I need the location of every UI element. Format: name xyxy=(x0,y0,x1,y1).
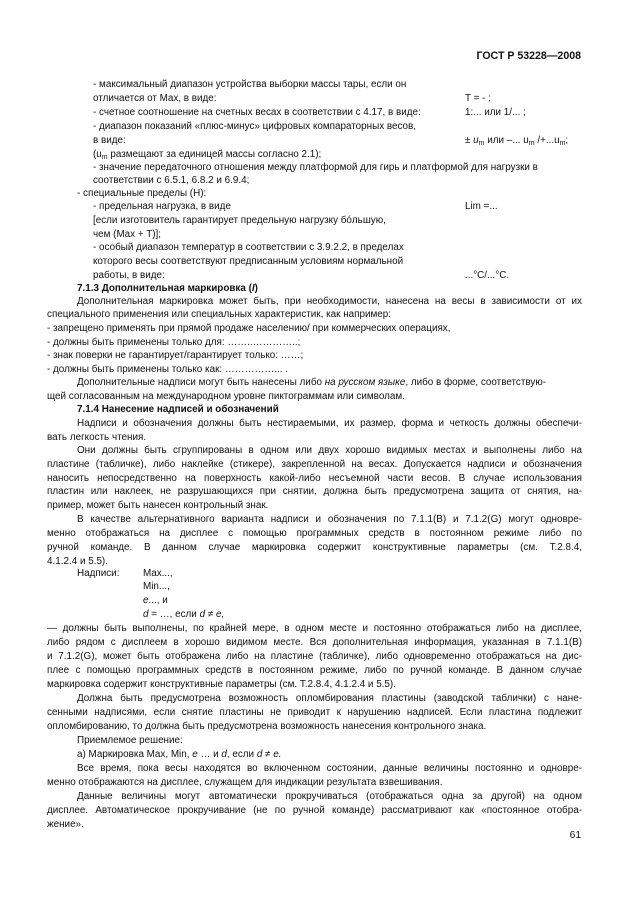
text-line: 1:... или 1/... ; xyxy=(465,107,526,118)
text-span: Дополнительные надписи могут быть нанесены либо xyxy=(77,377,325,388)
subscript: m xyxy=(559,140,566,147)
text-line: вать легкость чтения. xyxy=(47,432,147,443)
text-span: I xyxy=(251,283,255,294)
text-line: 4.1.2.4 и 5.5). xyxy=(47,556,108,567)
text-line: - особый диапазон температур в соответствии с 3.9.2.2, в пределах xyxy=(93,242,404,253)
text-line: - счетное соотношение на счетных весах в соответствии с 4.17, в виде: xyxy=(93,107,421,118)
text-line: T = - ; xyxy=(465,93,491,104)
text-span: ; xyxy=(565,135,569,146)
text-span: на русском языке xyxy=(324,377,406,388)
text-line: - диапазон показаний «плюс-минус» цифровых компараторных весов, xyxy=(93,121,417,132)
text-line: маркировка содержит конструктивные параметры (см. Т.2.8.4, 4.1.2.4 и 5.5). xyxy=(47,679,396,690)
text-span: 7.1.3 Дополнительная маркировка ( xyxy=(77,283,252,294)
text-line: наносить непосредственно на поверхность какой-либо несъемной части весов. В случае использования xyxy=(47,473,582,484)
text-line: сенными надписями, если снятие пластины не приводит к нарушению надписей. Если пластина подлежит xyxy=(47,707,582,718)
text-line: пластин или наклеек, не разрушающихся при снятии, должна быть предусмотрена защита от снятия, на- xyxy=(47,486,582,497)
text-line: — должны быть выполнены, по крайней мере, в одном месте и постоянно отображаться либо на дисплее, xyxy=(47,623,582,634)
text-line: Надписи и обозначения должны быть нестираемыми, их размер, форма и четкость должны обеспечи- xyxy=(77,418,582,429)
text-span: d ≠ e. xyxy=(256,749,282,760)
page-number: 61 xyxy=(569,830,581,841)
text-line: [если изготовитель гарантирует предельную нагрузку бóльшую, xyxy=(93,215,386,226)
text-line xyxy=(143,608,224,621)
text-line: менно отображаются на дисплее, служащем для индикации результата взвешивания. xyxy=(47,777,443,788)
text-span: а) Маркировка Max, Min, xyxy=(77,749,193,760)
text-span: или –... u xyxy=(484,135,529,146)
text-line: работы, в виде: xyxy=(93,270,165,281)
text-line: в виде: xyxy=(93,135,126,146)
text-line: плее с помощью программных средств в постоянном режиме, либо по ручной команде. В данном случае xyxy=(47,665,582,676)
text-span: d xyxy=(221,749,227,760)
text-line: - знак поверки не гарантирует/гарантирует только: ……; xyxy=(47,350,304,361)
text-line: Min..., xyxy=(143,581,170,592)
text-line: пример, может быть нанесен контрольный знак. xyxy=(47,500,269,511)
text-line: ...°C/...°C. xyxy=(465,270,510,281)
text-line: - запрещено применять при прямой продаже населению/ при коммерческих операциях, xyxy=(47,323,451,334)
text-line xyxy=(77,376,546,389)
text-span: ..., и xyxy=(148,595,168,606)
text-line: Все время, пока весы находятся во включенном состоянии, данные величины постоянно и одновре- xyxy=(77,763,582,774)
text-span: d xyxy=(143,609,149,620)
text-line: - значение передаточного отношения между платформой для гирь и платформой для нагрузки в xyxy=(93,162,538,173)
text-line: - должны быть применены только как: ……………... . xyxy=(47,364,288,375)
text-line: отличается от Max, в виде: xyxy=(93,93,217,104)
text-line: Max..., xyxy=(143,568,173,579)
text-line: Они должны быть сгруппированы в одном или двух хорошо видимых местах и выполнены либо на xyxy=(77,445,582,456)
text-line: - специальные пределы (H): xyxy=(77,188,207,199)
text-line: - предельная нагрузка, в виде xyxy=(93,201,231,212)
text-line: Данные величины могут автоматически прокручиваться (отображаться одна за другой) на одном xyxy=(77,791,582,802)
text-span: = …, если xyxy=(148,609,200,620)
text-line xyxy=(77,748,281,761)
text-span: d ≠ e, xyxy=(199,609,225,620)
text-line: дисплее. Автоматическое прокручивание (не по ручной команде) рассматривают как «постоянное отобра- xyxy=(47,805,582,816)
text-line: чем (Max + T)]; xyxy=(93,229,161,240)
subscript: m xyxy=(101,154,108,161)
section-heading-7-1-3 xyxy=(77,282,258,295)
text-line xyxy=(465,134,568,147)
text-line: - должны быть применены только для: ……..…………..; xyxy=(47,337,301,348)
text-line: щей согласованным на международном уровне пиктограммам или символам. xyxy=(47,391,405,402)
text-span: размещают за единицей массы согласно 2.1); xyxy=(107,149,322,160)
text-span: (u xyxy=(93,149,102,160)
text-span: ) xyxy=(254,283,258,294)
text-line: Дополнительная маркировка может быть, при необходимости, нанесена на весы в зависимости от их xyxy=(77,296,582,307)
text-span: e xyxy=(192,749,198,760)
text-line: соответствии с 6.5.1, 6.8.2 и 6.9.4; xyxy=(93,175,250,186)
section-heading-7-1-4: 7.1.4 Нанесение надписей и обозначений xyxy=(77,404,279,415)
text-line: - максимальный диапазон устройства выборки массы тары, если он xyxy=(93,79,407,90)
text-line: Приемлемое решение: xyxy=(77,735,183,746)
text-span: /+...u xyxy=(534,135,560,146)
text-line xyxy=(143,594,168,607)
text-line: ручной команде. В данном случае маркировка содержит конструктивные параметры (см. Т.2.8.4, xyxy=(47,542,582,553)
text-line: специального применения или специальных характеристик, как например: xyxy=(47,309,392,320)
text-line: менно отображаться на дисплее с помощью программных средств в постоянном режиме либо по xyxy=(47,528,582,539)
subscript: m xyxy=(528,140,535,147)
text-span: ± u xyxy=(465,135,479,146)
text-line: Lim =... xyxy=(465,201,498,212)
text-line: опломбированию, то должна быть предусмотрена возможность нанесения контрольного знака. xyxy=(47,721,487,732)
text-line: жение». xyxy=(47,819,84,830)
text-span: , либо в форме, соответствую- xyxy=(405,377,547,388)
text-line xyxy=(93,148,321,161)
text-line: которого весы соответствуют предписанным условиям нормальной xyxy=(93,256,404,267)
text-line: либо рядом с дисплеем в хорошо видимом месте. Вся дополнительная информация, указанная в 7.1.1(B) xyxy=(47,637,582,648)
text-line: пластине (табличке), либо наклейке (стикере), закрепленной на весах. Допускается надписи и обозначения xyxy=(47,459,582,470)
text-span: e xyxy=(143,595,149,606)
subscript: m xyxy=(478,140,485,147)
inscriptions-label: Надписи: xyxy=(77,568,120,579)
text-span: … и xyxy=(197,749,222,760)
text-line: и 7.1.2(G), может быть отображена либо на пластине (табличке), либо одновременно отображаться на дис- xyxy=(47,651,582,662)
text-span: , если xyxy=(226,749,257,760)
document-header: ГОСТ Р 53228—2008 xyxy=(476,50,581,62)
text-line: Должна быть предусмотрена возможность опломбирования пластины (заводской таблички) с нане- xyxy=(77,693,582,704)
text-line: В качестве альтернативного варианта надписи и обозначения по 7.1.1(B) и 7.1.2(G) могут одновре- xyxy=(77,514,582,525)
